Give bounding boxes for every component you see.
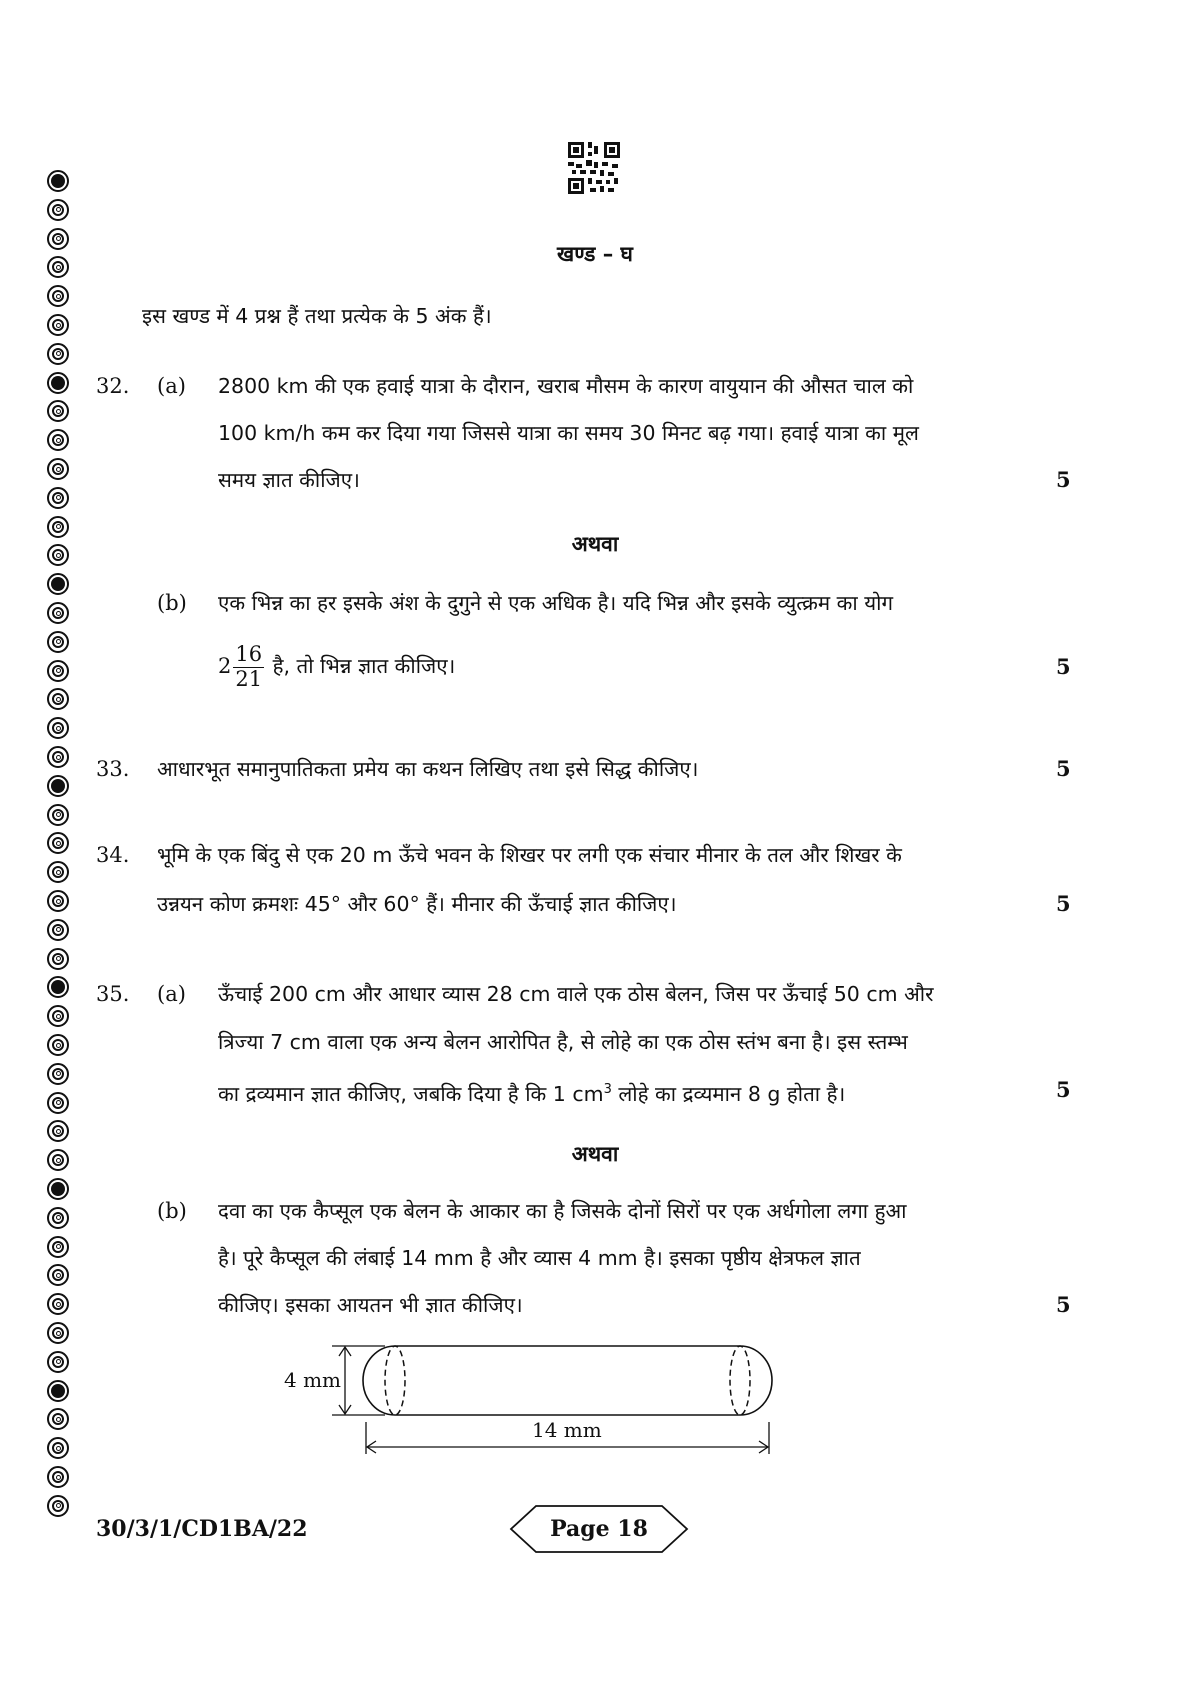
concentric-circle-marker-icon xyxy=(47,314,69,336)
concentric-circle-marker-icon xyxy=(47,343,69,365)
capsule-figure xyxy=(250,1330,870,1460)
concentric-circle-marker-icon xyxy=(47,400,69,422)
marks: 5 xyxy=(1056,756,1071,781)
concentric-circle-marker-icon xyxy=(47,429,69,451)
question-number: 35. xyxy=(96,982,130,1006)
question-text-line: 2800 km की एक हवाई यात्रा के दौरान, खराब मौसम के कारण वायुयान की औसत चाल को xyxy=(218,374,914,398)
concentric-circle-marker-icon xyxy=(47,1408,69,1430)
filled-circle-marker-icon xyxy=(47,1380,69,1402)
concentric-circle-marker-icon xyxy=(47,1437,69,1459)
diameter-label: 4 mm xyxy=(284,1368,342,1392)
filled-circle-marker-icon xyxy=(47,976,69,998)
question-text-line: आधारभूत समानुपातिकता प्रमेय का कथन लिखिए तथा इसे सिद्ध कीजिए। xyxy=(157,757,699,781)
marks: 5 xyxy=(1056,654,1071,679)
page-number-badge xyxy=(508,1503,690,1555)
concentric-circle-marker-icon xyxy=(47,1236,69,1258)
paper-code: 30/3/1/CD1BA/22 xyxy=(96,1516,308,1542)
part-label: (a) xyxy=(157,374,186,398)
question-text-line: ऊँचाई 200 cm और आधार व्यास 28 cm वाले एक ठोस बेलन, जिस पर ऊँचाई 50 cm और xyxy=(218,982,934,1006)
question-text-line: दवा का एक कैप्सूल एक बेलन के आकार का है जिसके दोनों सिरों पर एक अर्धगोला लगा हुआ xyxy=(218,1199,907,1223)
part-label: (b) xyxy=(157,1199,187,1223)
concentric-circle-marker-icon xyxy=(47,199,69,221)
question-text-line xyxy=(218,1066,845,1118)
text-segment: का द्रव्यमान ज्ञात कीजिए, जबकि दिया है कि 1 cm xyxy=(218,1081,604,1106)
fraction xyxy=(233,643,264,690)
concentric-circle-marker-icon xyxy=(47,1092,69,1114)
concentric-circle-marker-icon xyxy=(47,602,69,624)
marks: 5 xyxy=(1056,467,1071,492)
question-text-line: 100 km/h कम कर दिया गया जिससे यात्रा का समय 30 मिनट बढ़ गया। हवाई यात्रा का मूल xyxy=(218,421,919,445)
or-label: अथवा xyxy=(571,532,619,556)
marks: 5 xyxy=(1056,891,1071,916)
question-text-line: उन्नयन कोण क्रमशः 45° और 60° हैं। मीनार की ऊँचाई ज्ञात कीजिए। xyxy=(157,892,677,916)
concentric-circle-marker-icon xyxy=(47,660,69,682)
question-text-tail: है, तो भिन्न ज्ञात कीजिए। xyxy=(272,654,456,678)
filled-circle-marker-icon xyxy=(47,372,69,394)
section-instruction: इस खण्ड में 4 प्रश्न हैं तथा प्रत्येक के 5 अंक हैं। xyxy=(142,304,492,328)
mixed-fraction-whole: 2 xyxy=(218,654,232,678)
concentric-circle-marker-icon xyxy=(47,285,69,307)
part-label: (a) xyxy=(157,982,186,1006)
or-label: अथवा xyxy=(571,1142,619,1166)
concentric-circle-marker-icon xyxy=(47,631,69,653)
concentric-circle-marker-icon xyxy=(47,1034,69,1056)
filled-circle-marker-icon xyxy=(47,170,69,192)
part-label: (b) xyxy=(157,591,187,615)
concentric-circle-marker-icon xyxy=(47,832,69,854)
marks: 5 xyxy=(1056,1292,1071,1317)
question-text-line: समय ज्ञात कीजिए। xyxy=(218,468,360,492)
question-number: 34. xyxy=(96,843,130,867)
question-number: 32. xyxy=(96,374,130,398)
concentric-circle-marker-icon xyxy=(47,1495,69,1517)
question-text-line: त्रिज्या 7 cm वाला एक अन्य बेलन आरोपित है, से लोहे का एक ठोस स्तंभ बना है। इस स्तम्भ xyxy=(218,1030,908,1054)
concentric-circle-marker-icon xyxy=(47,1351,69,1373)
fraction-numerator: 16 xyxy=(235,642,263,667)
concentric-circle-marker-icon xyxy=(47,890,69,912)
question-number: 33. xyxy=(96,757,130,781)
text-segment: लोहे का द्रव्यमान 8 g होता है। xyxy=(611,1081,846,1106)
concentric-circle-marker-icon xyxy=(47,948,69,970)
fraction-denominator: 21 xyxy=(235,666,263,691)
filled-circle-marker-icon xyxy=(47,573,69,595)
concentric-circle-marker-icon xyxy=(47,1293,69,1315)
qr-code-icon xyxy=(568,142,620,194)
concentric-circle-marker-icon xyxy=(47,1207,69,1229)
concentric-circle-marker-icon xyxy=(47,688,69,710)
concentric-circle-marker-icon xyxy=(47,487,69,509)
section-title: खण्ड – घ xyxy=(557,242,633,266)
question-text-line: है। पूरे कैप्सूल की लंबाई 14 mm है और व्यास 4 mm है। इसका पृष्ठीय क्षेत्रफल ज्ञात xyxy=(218,1246,861,1270)
filled-circle-marker-icon xyxy=(47,1178,69,1200)
concentric-circle-marker-icon xyxy=(47,804,69,826)
concentric-circle-marker-icon xyxy=(47,458,69,480)
filled-circle-marker-icon xyxy=(47,775,69,797)
concentric-circle-marker-icon xyxy=(47,1063,69,1085)
concentric-circle-marker-icon xyxy=(47,717,69,739)
length-label: 14 mm xyxy=(532,1418,602,1442)
concentric-circle-marker-icon xyxy=(47,919,69,941)
concentric-circle-marker-icon xyxy=(47,861,69,883)
question-text-line: भूमि के एक बिंदु से एक 20 m ऊँचे भवन के शिखर पर लगी एक संचार मीनार के तल और शिखर के xyxy=(157,843,902,867)
marks: 5 xyxy=(1056,1077,1071,1102)
superscript: 3 xyxy=(603,1082,612,1097)
concentric-circle-marker-icon xyxy=(47,1466,69,1488)
concentric-circle-marker-icon xyxy=(47,1322,69,1344)
concentric-circle-marker-icon xyxy=(47,746,69,768)
concentric-circle-marker-icon xyxy=(47,1005,69,1027)
question-text-line xyxy=(218,640,455,692)
page-number: Page 18 xyxy=(550,1516,648,1542)
concentric-circle-marker-icon xyxy=(47,1264,69,1286)
question-text-line: एक भिन्न का हर इसके अंश के दुगुने से एक अधिक है। यदि भिन्न और इसके व्युत्क्रम का योग xyxy=(218,591,893,615)
question-text-line: कीजिए। इसका आयतन भी ज्ञात कीजिए। xyxy=(218,1293,523,1317)
